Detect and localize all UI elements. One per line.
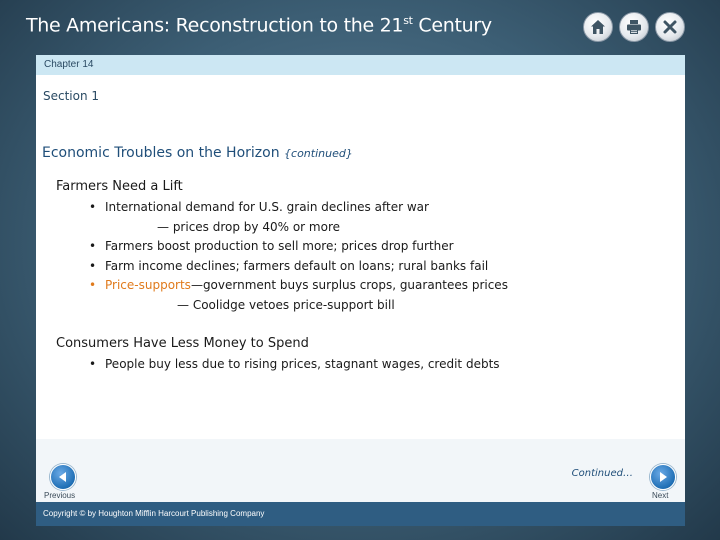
bullet-text: International demand for U.S. grain declines after war (105, 200, 429, 214)
previous-button[interactable] (50, 464, 76, 490)
bullet-text: Farm income declines; farmers default on loans; rural banks fail (105, 259, 489, 273)
bullet-text: Farmers boost production to sell more; prices drop further (105, 239, 454, 253)
previous-label[interactable]: Previous (44, 491, 76, 500)
home-icon (589, 18, 607, 36)
title-superscript: st (403, 14, 413, 27)
list-item: • International demand for U.S. grain declines after war (89, 200, 429, 214)
list-item: • Price-supports—government buys surplus crops, guarantees prices (89, 278, 508, 292)
list-item-continuation: — Coolidge vetoes price-support bill (177, 298, 395, 312)
copyright-notice: Copyright © by Houghton Mifflin Harcourt Publishing Company (36, 502, 685, 526)
chapter-label: Chapter 14 (36, 55, 685, 75)
print-button[interactable] (619, 12, 649, 42)
close-button[interactable] (655, 12, 685, 42)
farmers-subheading: Farmers Need a Lift (56, 179, 183, 194)
slide-footer (36, 439, 685, 502)
heading-text: Economic Troubles on the Horizon (42, 145, 280, 161)
close-icon (661, 18, 679, 36)
key-term-price-supports[interactable]: Price-supports (105, 278, 191, 292)
home-button[interactable] (583, 12, 613, 42)
next-button[interactable] (650, 464, 676, 490)
next-label[interactable]: Next (652, 491, 669, 500)
list-item: • Farmers boost production to sell more; prices drop further (89, 239, 454, 253)
consumers-subheading: Consumers Have Less Money to Spend (56, 336, 309, 351)
arrow-left-icon (57, 471, 69, 483)
list-item-continuation: — prices drop by 40% or more (157, 220, 340, 234)
list-item: • Farm income declines; farmers default on loans; rural banks fail (89, 259, 489, 273)
heading-continued-note: {continued} (284, 147, 353, 160)
top-nav-icons (583, 12, 685, 42)
continued-label: Continued… (571, 468, 633, 479)
bullet-text: People buy less due to rising prices, stagnant wages, credit debts (105, 357, 500, 371)
print-icon (625, 18, 643, 36)
bullet-text: —government buys surplus crops, guarantees prices (190, 278, 508, 292)
list-item: • People buy less due to rising prices, stagnant wages, credit debts (89, 357, 500, 371)
title-end-text: Century (412, 14, 492, 37)
slide-content (36, 75, 685, 439)
presentation-title (26, 14, 492, 36)
section-label: Section 1 (43, 89, 100, 103)
slide-heading (42, 145, 353, 161)
title-main-text: The Americans: Reconstruction to the 21 (26, 14, 404, 37)
arrow-right-icon (657, 471, 669, 483)
